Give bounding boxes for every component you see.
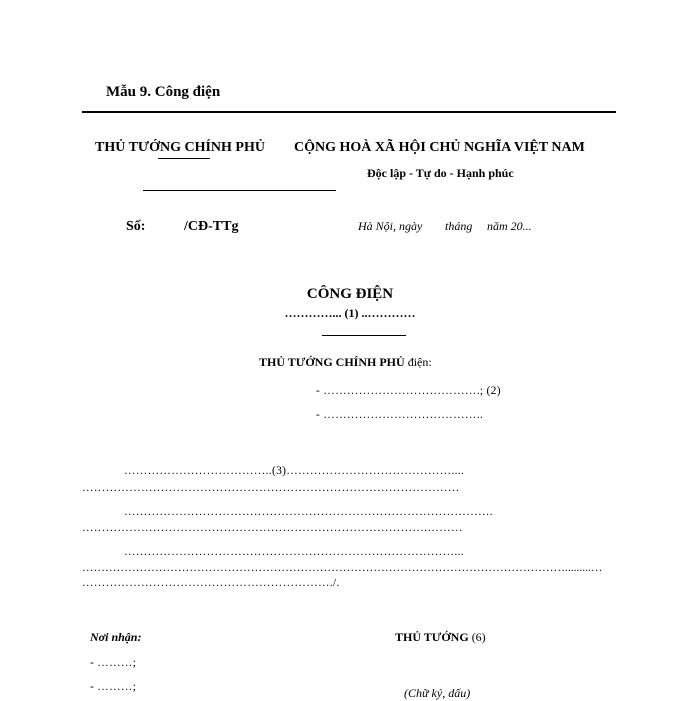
signer-bold: THỦ TƯỚNG [395, 630, 469, 644]
recipient-line-1: - ………………………………….; (2) [316, 385, 501, 397]
sender-line [259, 355, 432, 370]
national-motto: Độc lập - Tự do - Hạnh phúc [367, 166, 514, 180]
title-rule [322, 335, 406, 336]
signer-title [395, 630, 486, 645]
body-p2-line1: …………………………………………………………………………………. [124, 506, 493, 518]
agency-name: THỦ TƯỚNG CHÍNH PHỦ [95, 140, 265, 155]
body-p1-line1: ………………………………..(3)…………………………………….... [124, 465, 465, 477]
date-year: năm 20... [487, 219, 532, 233]
noi-nhan-item-2: - ………; [90, 681, 137, 693]
document-title: CÔNG ĐIỆN [306, 286, 394, 302]
top-divider [82, 111, 616, 113]
date-place: Hà Nội, ngày [358, 219, 423, 233]
sender-bold: THỦ TƯỚNG CHÍNH PHỦ [259, 355, 405, 369]
recipient-line-2: - ………………………………….. [316, 409, 484, 421]
date-month: tháng [445, 219, 473, 233]
country-name: CỘNG HOÀ XÃ HỘI CHỦ NGHĨA VIỆT NAM [294, 140, 585, 155]
body-p2-line2: …………………………………………………………………………….……… [82, 522, 463, 534]
body-p1-line2: …………………………………………………………………………………… [82, 482, 460, 494]
signature-note: (Chữ ký, dấu) [404, 686, 471, 700]
noi-nhan-label: Nơi nhận: [90, 630, 142, 644]
body-p3-line3: ………………………………………………………./. [82, 577, 340, 589]
body-p3-line1: …………………………………………………………………………... [124, 546, 464, 558]
agency-underline [158, 158, 210, 159]
header-rule [143, 190, 336, 191]
sender-normal: điện: [404, 355, 432, 369]
body-p3-line2: ……………………………………………………………………………………………………………….........… [82, 562, 603, 574]
doc-number-suffix: /CĐ-TTg [184, 219, 239, 234]
form-label: Mẫu 9. Công điện [106, 84, 221, 100]
signer-note: (6) [468, 630, 486, 644]
doc-number-label: Số: [126, 219, 146, 234]
document-subtitle: …………... (1) ..………… [284, 306, 416, 320]
noi-nhan-item-1: - ………; [90, 657, 137, 669]
